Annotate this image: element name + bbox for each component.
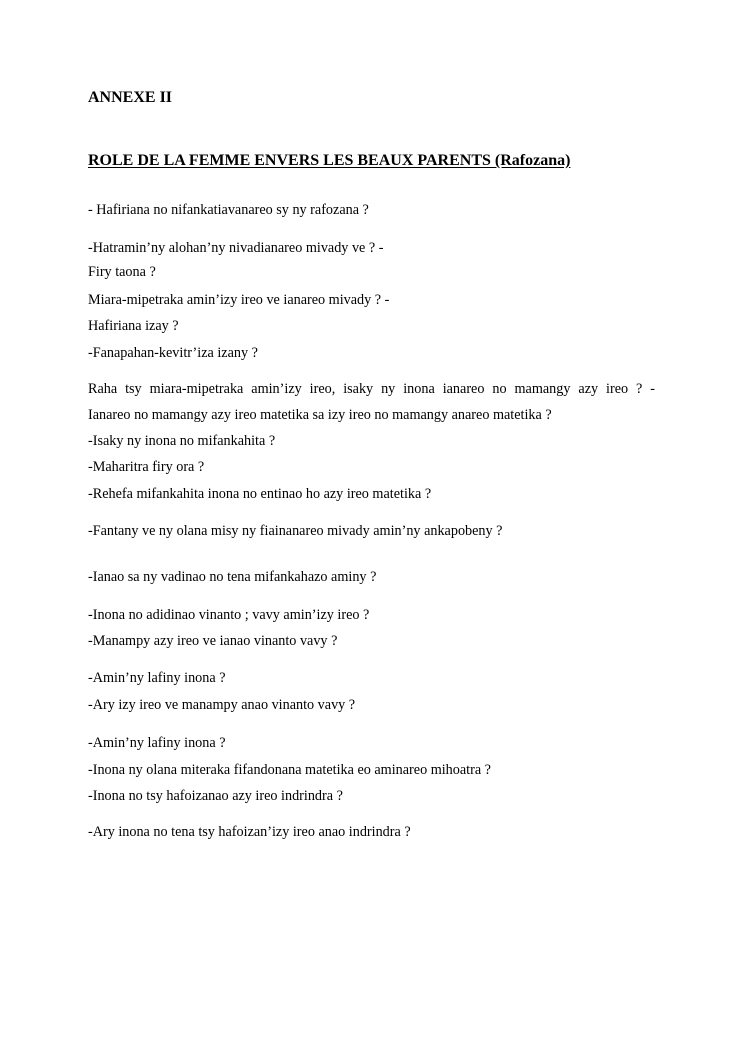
question-line: -Ary inona no tena tsy hafoizan’izy ireo anao indrindra ? <box>88 824 411 840</box>
question-line: -Inona no tsy hafoizanao azy ireo indrindra ? <box>88 788 343 804</box>
question-line: -Maharitra firy ora ? <box>88 459 205 475</box>
question-line: -Rehefa mifankahita inona no entinao ho azy ireo matetika ? <box>88 486 432 502</box>
question-line: -Manampy azy ireo ve ianao vinanto vavy ? <box>88 633 338 649</box>
section-title: ROLE DE LA FEMME ENVERS LES BEAUX PARENTS (Rafozana) <box>88 152 571 169</box>
question-line: -Hatramin’ny alohan’ny nivadianareo mivady ve ? - <box>88 240 384 256</box>
question-line: -Amin’ny lafiny inona ? <box>88 735 226 751</box>
question-line: -Inona ny olana miteraka fifandonana matetika eo aminareo mihoatra ? <box>88 762 491 778</box>
question-line: -Ary izy ireo ve manampy anao vinanto vavy ? <box>88 697 356 713</box>
question-line: -Ianao sa ny vadinao no tena mifankahazo aminy ? <box>88 569 377 585</box>
question-line: Hafiriana izay ? <box>88 318 179 334</box>
question-line: -Fantany ve ny olana misy ny fiainanareo mivady amin’ny ankapobeny ? <box>88 523 503 539</box>
question-line: Miara-mipetraka amin’izy ireo ve ianareo mivady ? - <box>88 292 390 308</box>
question-line: -Fanapahan-kevitr’iza izany ? <box>88 345 258 361</box>
question-line: Ianareo no mamangy azy ireo matetika sa izy ireo no mamangy anareo matetika ? <box>88 407 552 423</box>
question-line: -Amin’ny lafiny inona ? <box>88 670 226 686</box>
question-line: - Hafiriana no nifankatiavanareo sy ny rafozana ? <box>88 202 369 218</box>
question-line: -Isaky ny inona no mifankahita ? <box>88 433 276 449</box>
annexe-title: ANNEXE II <box>88 89 173 106</box>
question-line: Firy taona ? <box>88 264 156 280</box>
question-line: -Inona no adidinao vinanto ; vavy amin’izy ireo ? <box>88 607 370 623</box>
question-line: Raha tsy miara-mipetraka amin’izy ireo, isaky ny inona ianareo no mamangy azy ireo ? - <box>88 381 655 397</box>
